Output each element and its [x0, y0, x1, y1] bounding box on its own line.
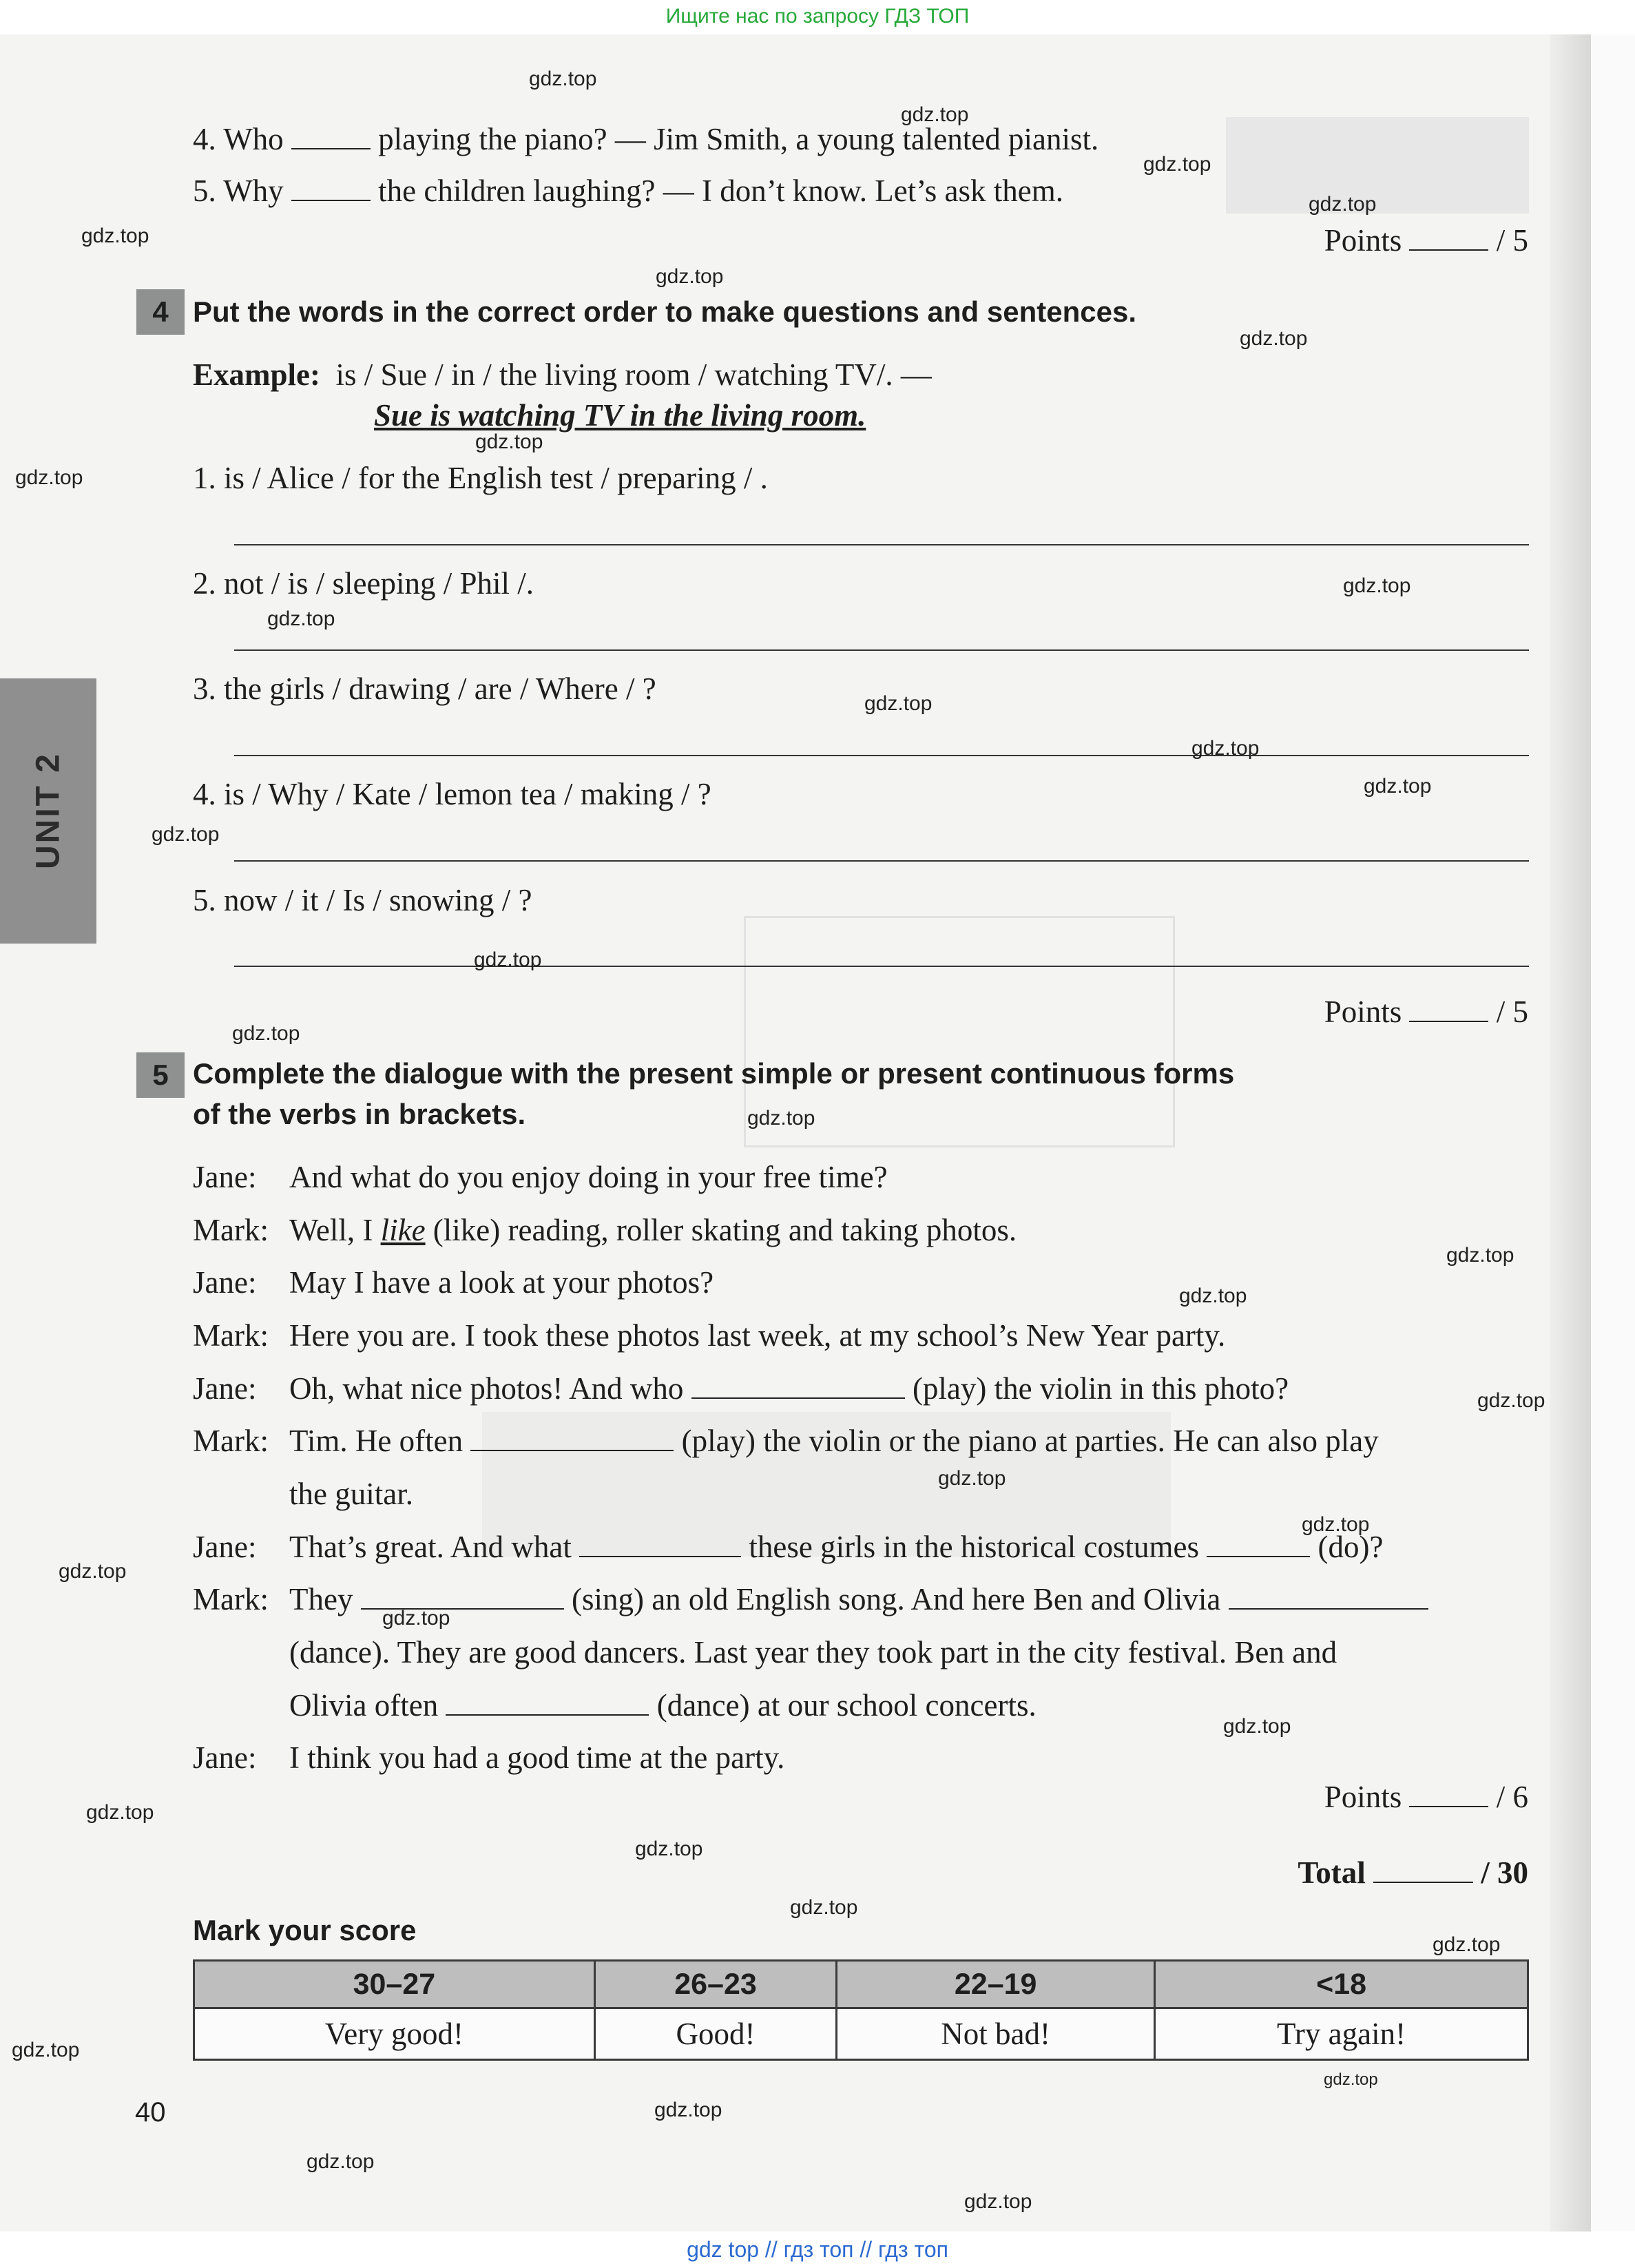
dialogue-text: (like) reading, roller skating and taking photos. [433, 1213, 1017, 1247]
item-text: playing the piano? — Jim Smith, a young talented pianist. [378, 122, 1099, 156]
watermark: gdz.top [864, 692, 933, 715]
score-title: Mark your score [193, 1914, 417, 1946]
watermark: gdz.top [382, 1607, 450, 1630]
dialogue-line [193, 1262, 714, 1302]
dialogue-text: Tim. He often [289, 1424, 464, 1458]
ex3-item-5 [193, 171, 1063, 211]
example-label: Example: [193, 357, 320, 392]
watermark: gdz.top [790, 1896, 858, 1919]
score-header-row [194, 1961, 1528, 2008]
ex4-item: 3. the girls / drawing / are / Where / ? [193, 672, 656, 706]
watermark: gdz.top [1191, 737, 1260, 760]
dialogue-line [193, 1157, 888, 1197]
unit-tab [0, 678, 96, 944]
example-prompt: is / Sue / in / the living room / watching TV/. — [335, 357, 932, 392]
dialogue-text: I think you had a good time at the party. [289, 1740, 785, 1775]
score-range: 22–19 [837, 1961, 1155, 2008]
answer-line[interactable] [234, 649, 1529, 651]
dialogue-text: (play) the violin or the piano at parties. He can also play [681, 1424, 1379, 1458]
watermark: gdz.top [1179, 1284, 1247, 1307]
score-verdict: Very good! [194, 2008, 595, 2060]
example-line [193, 355, 932, 395]
exercise-number: 4 [136, 289, 185, 335]
dialogue-line: the guitar. [289, 1477, 413, 1511]
unit-tab-label: UNIT 2 [30, 751, 67, 870]
page-number: 40 [135, 2097, 166, 2127]
watermark: gdz.top [635, 1838, 703, 1860]
watermark: gdz.top [656, 265, 724, 288]
points-ex5 [1324, 1777, 1528, 1817]
points-max: / 5 [1496, 995, 1528, 1029]
exercise-heading: Complete the dialogue with the present simple or present continuous forms [193, 1057, 1235, 1090]
answer-blank[interactable] [470, 1422, 674, 1451]
dialogue-text: May I have a look at your photos? [289, 1265, 714, 1300]
speaker: Mark: [193, 1318, 269, 1353]
answer-blank[interactable] [291, 172, 371, 201]
watermark: gdz.top [654, 2099, 722, 2121]
watermark: gdz.top [1240, 327, 1308, 350]
speaker: Jane: [193, 1265, 257, 1300]
answer-blank[interactable] [691, 1370, 905, 1399]
ex4-item: 2. not / is / sleeping / Phil /. [193, 566, 534, 601]
answer-blank[interactable] [579, 1528, 741, 1557]
watermark: gdz.top [964, 2190, 1032, 2213]
score-range: <18 [1155, 1961, 1528, 2008]
watermark: gdz.top [475, 430, 543, 453]
item-text: the children laughing? — I don’t know. Let’s ask them. [378, 174, 1063, 208]
watermark: gdz.top [232, 1022, 300, 1045]
watermark: gdz.top [1309, 193, 1377, 216]
page-gutter [1550, 34, 1591, 2231]
points-max: / 6 [1496, 1780, 1528, 1814]
example-answer: Sue is watching TV in the living room. [374, 398, 866, 433]
watermark: gdz.top [901, 103, 969, 126]
score-value-row [194, 2008, 1528, 2060]
speaker: Jane: [193, 1371, 257, 1406]
page-edge [1591, 34, 1635, 2231]
watermark: gdz.top [15, 466, 83, 489]
total-max: / 30 [1481, 1855, 1528, 1890]
dialogue-line [289, 1685, 1037, 1725]
dialogue-text: That’s great. And what [289, 1530, 572, 1564]
points-blank[interactable] [1409, 1778, 1488, 1807]
exercise-heading: of the verbs in brackets. [193, 1098, 526, 1130]
item-text: Why [223, 174, 284, 208]
watermark: gdz.top [1446, 1244, 1514, 1267]
points-max: / 5 [1496, 223, 1528, 258]
speaker: Mark: [193, 1424, 269, 1458]
speaker: Mark: [193, 1213, 269, 1247]
dialogue-line [193, 1421, 1379, 1461]
watermark: gdz.top [12, 2039, 80, 2061]
watermark: gdz.top [86, 1801, 154, 1824]
dialogue-text: Here you are. I took these photos last week, at my school’s New Year party. [289, 1318, 1226, 1353]
score-range: 26–23 [594, 1961, 836, 2008]
ex4-item: 4. is / Why / Kate / lemon tea / making / ? [193, 777, 711, 811]
dialogue-text: (do)? [1318, 1530, 1384, 1564]
watermark: gdz.top [1223, 1715, 1291, 1738]
points-label: Points [1324, 1780, 1402, 1814]
watermark: gdz.top [747, 1107, 815, 1130]
points-blank[interactable] [1409, 993, 1488, 1022]
points-ex4 [1324, 992, 1528, 1032]
dialogue-line [193, 1210, 1017, 1250]
item-number: 5. [193, 174, 216, 208]
dialogue-text: (play) the violin in this photo? [912, 1371, 1289, 1406]
dialogue-line: (dance). They are good dancers. Last year they took part in the city festival. Ben and [289, 1635, 1337, 1669]
ex4-item: 1. is / Alice / for the English test / preparing / . [193, 461, 768, 495]
answer-blank[interactable] [1207, 1528, 1310, 1557]
dialogue-line [193, 1738, 784, 1778]
bottom-banner[interactable]: gdz top // гдз топ // гдз топ [0, 2231, 1635, 2268]
watermark: gdz.top [306, 2150, 375, 2173]
score-verdict: Not bad! [837, 2008, 1155, 2060]
watermark: gdz.top [474, 948, 542, 971]
speaker: Mark: [193, 1582, 269, 1616]
total-label: Total [1298, 1855, 1366, 1890]
score-range: 30–27 [194, 1961, 595, 2008]
points-label: Points [1324, 223, 1402, 258]
total-points [1298, 1853, 1528, 1893]
answer-blank[interactable] [446, 1687, 649, 1716]
bleed-through [1226, 117, 1529, 214]
answer-line[interactable] [234, 755, 1529, 756]
dialogue-text: (sing) an old English song. And here Ben and Olivia [571, 1582, 1221, 1616]
score-verdict: Try again! [1155, 2008, 1528, 2060]
watermark: gdz.top [1343, 574, 1411, 597]
answer-blank[interactable] [291, 121, 371, 149]
total-blank[interactable] [1373, 1854, 1473, 1883]
watermark: gdz.top [1477, 1389, 1545, 1412]
watermark: gdz.top [81, 225, 149, 247]
watermark: gdz.top [1364, 775, 1432, 798]
watermark: gdz.top [1143, 153, 1211, 176]
points-label: Points [1324, 995, 1402, 1029]
answer-line[interactable] [234, 544, 1529, 545]
speaker: Jane: [193, 1740, 257, 1775]
speaker: Jane: [193, 1160, 257, 1194]
watermark: gdz.top [1433, 1933, 1501, 1956]
watermark: gdz.top [1324, 2070, 1378, 2089]
dialogue-line [193, 1579, 1428, 1619]
dialogue-text: They [289, 1582, 353, 1616]
dialogue-text: And what do you enjoy doing in your free time? [289, 1160, 888, 1194]
score-table [193, 1959, 1529, 2061]
speaker: Jane: [193, 1530, 257, 1564]
points-blank[interactable] [1409, 222, 1488, 251]
dialogue-text: Oh, what nice photos! And who [289, 1371, 684, 1406]
watermark: gdz.top [529, 67, 597, 90]
watermark: gdz.top [1302, 1513, 1370, 1536]
points-ex3 [1324, 220, 1528, 260]
example-answer: like [380, 1213, 426, 1247]
answer-line[interactable] [234, 966, 1529, 967]
dialogue-line [193, 1315, 1225, 1355]
dialogue-text: Well, I [289, 1213, 373, 1247]
watermark: gdz.top [59, 1560, 127, 1583]
watermark: gdz.top [267, 607, 335, 630]
answer-blank[interactable] [1229, 1581, 1428, 1610]
dialogue-text: (dance) at our school concerts. [656, 1688, 1037, 1723]
watermark: gdz.top [938, 1467, 1006, 1490]
watermark: gdz.top [152, 823, 220, 846]
answer-line[interactable] [234, 860, 1529, 862]
answer-blank[interactable] [361, 1581, 564, 1610]
dialogue-text: these girls in the historical costumes [749, 1530, 1200, 1564]
dialogue-line [193, 1527, 1383, 1567]
exercise-heading: Put the words in the correct order to make questions and sentences. [193, 295, 1136, 328]
dialogue-text: Olivia often [289, 1688, 439, 1723]
item-text: Who [223, 122, 284, 156]
exercise-number: 5 [136, 1052, 185, 1098]
score-verdict: Good! [594, 2008, 836, 2060]
dialogue-line [193, 1369, 1289, 1408]
top-banner[interactable]: Ищите нас по запросу ГДЗ ТОП [0, 0, 1635, 34]
item-number: 4. [193, 122, 216, 156]
ex4-item: 5. now / it / Is / snowing / ? [193, 883, 532, 917]
